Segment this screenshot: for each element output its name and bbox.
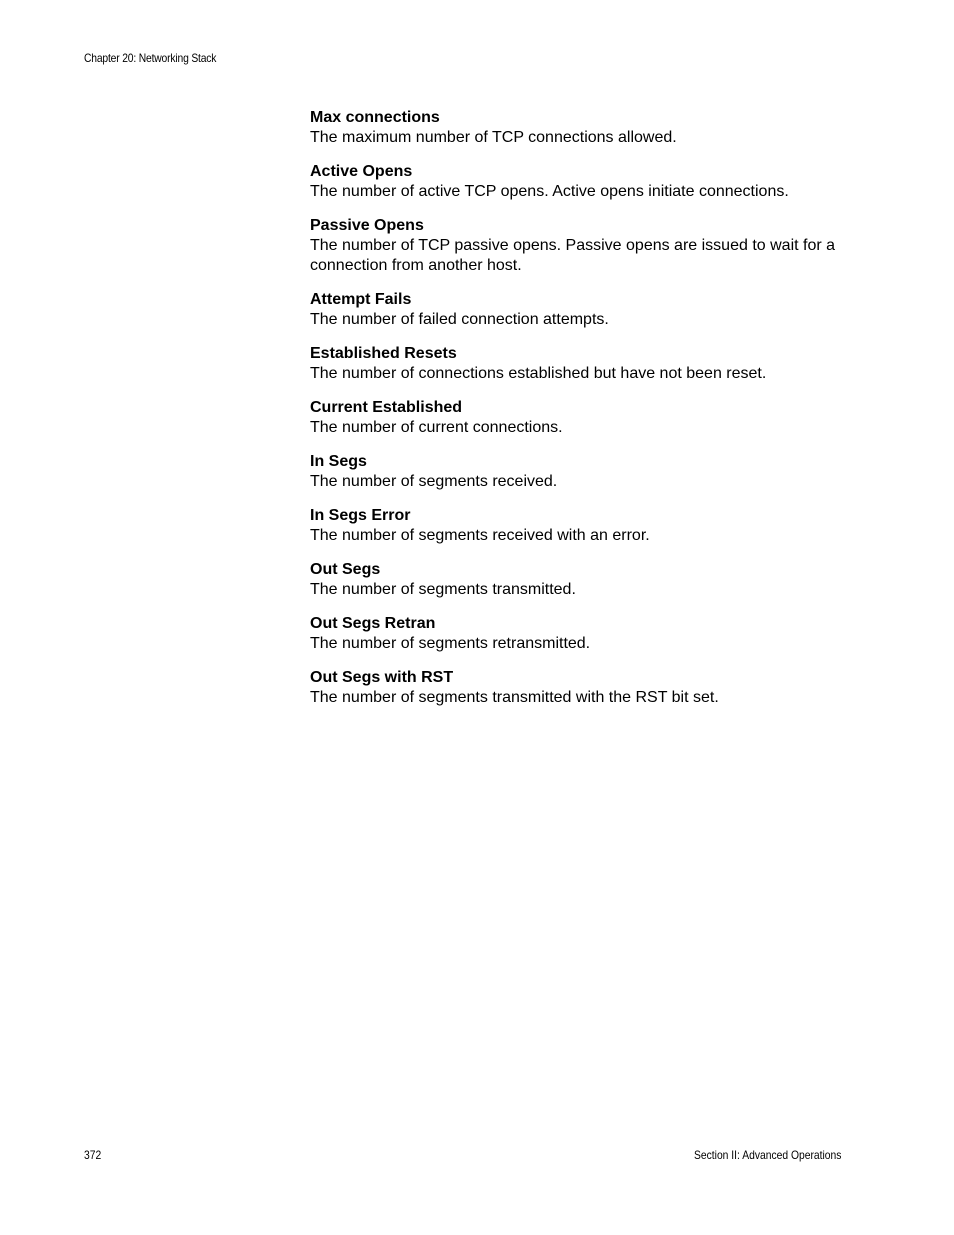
entry-out-segs-with-rst (310, 668, 850, 708)
entry-passive-opens (310, 216, 850, 276)
entry-attempt-fails (310, 290, 850, 330)
term: Current Established (310, 399, 463, 416)
definition: The number of segments received. (310, 473, 558, 490)
definition: The maximum number of TCP connections allowed. (310, 129, 677, 146)
definition: The number of active TCP opens. Active opens initiate connections. (310, 183, 789, 200)
definition: The number of segments received with an error. (310, 527, 650, 544)
entry-in-segs (310, 452, 850, 492)
definition: The number of connections established but have not been reset. (310, 365, 767, 382)
term: Established Resets (310, 345, 457, 362)
page-number: 372 (84, 1148, 102, 1162)
term: In Segs Error (310, 507, 411, 524)
entry-in-segs-error (310, 506, 850, 546)
term: Out Segs with RST (310, 669, 454, 686)
definition: The number of segments transmitted with the RST bit set. (310, 689, 719, 706)
term: Out Segs Retran (310, 615, 436, 632)
entry-max-connections (310, 108, 850, 148)
entry-out-segs-retran (310, 614, 850, 654)
term: Max connections (310, 109, 440, 126)
entry-active-opens (310, 162, 850, 202)
entry-current-established (310, 398, 850, 438)
term: Attempt Fails (310, 291, 412, 308)
entry-established-resets (310, 344, 850, 384)
definition: The number of TCP passive opens. Passive opens are issued to wait for a connection from another host. (310, 237, 836, 274)
entry-out-segs (310, 560, 850, 600)
definition: The number of failed connection attempts. (310, 311, 609, 328)
definition: The number of segments retransmitted. (310, 635, 591, 652)
running-header: Chapter 20: Networking Stack (84, 51, 217, 65)
term: Active Opens (310, 163, 413, 180)
definition: The number of current connections. (310, 419, 563, 436)
term: In Segs (310, 453, 367, 470)
definition: The number of segments transmitted. (310, 581, 576, 598)
footer-section: Section II: Advanced Operations (693, 1148, 841, 1162)
term: Passive Opens (310, 217, 424, 234)
definition-list (310, 108, 850, 722)
term: Out Segs (310, 561, 381, 578)
